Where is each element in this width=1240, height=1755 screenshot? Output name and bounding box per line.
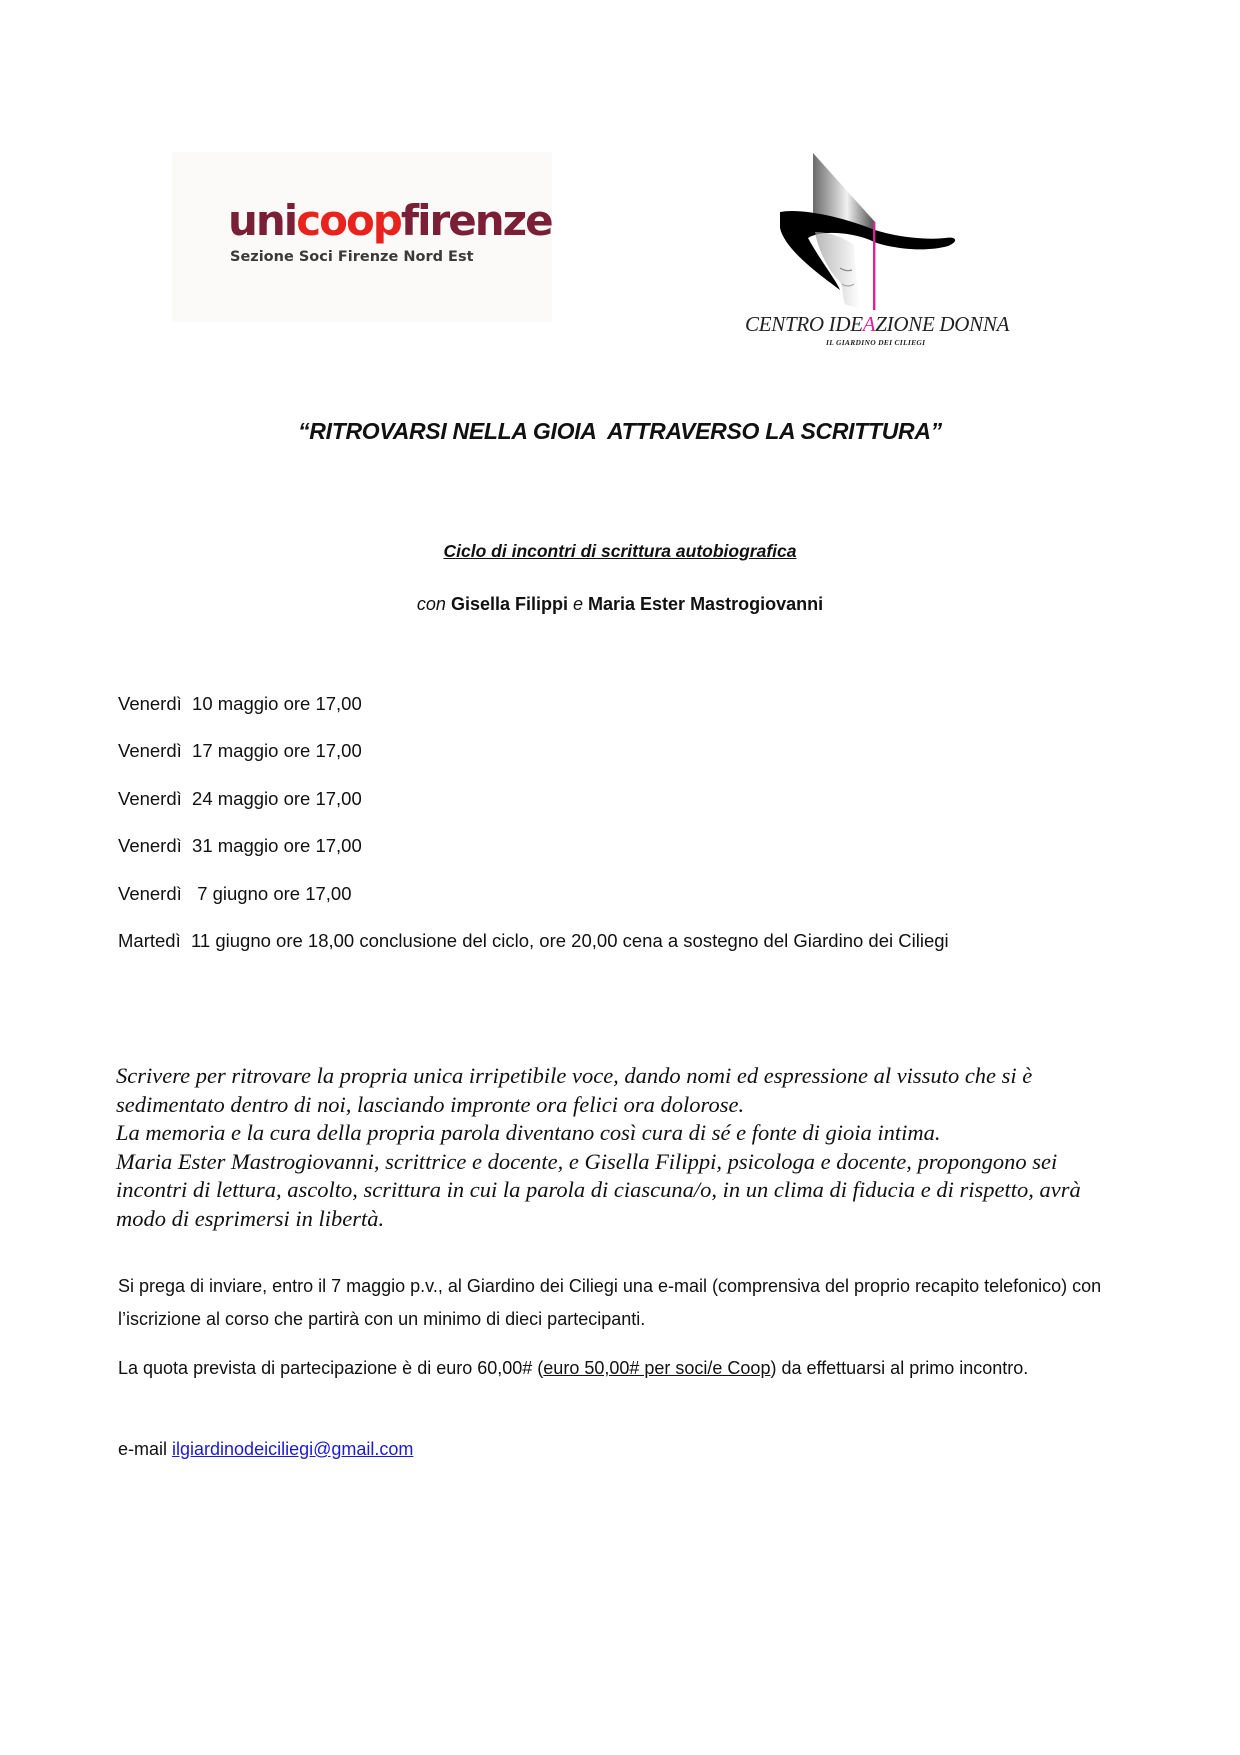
schedule-item: Venerdì 24 maggio ore 17,00 <box>118 788 362 809</box>
fee-text: La quota prevista di partecipazione è di euro 60,00# <box>118 1358 538 1378</box>
fee-paren: ( <box>537 1358 544 1378</box>
email-link[interactable]: ilgiardinodeiciliegi@gmail.com <box>172 1439 414 1459</box>
unicoop-logo-prefix: uni <box>228 196 297 245</box>
unicoop-section-label: Sezione Soci Firenze Nord Est <box>230 249 474 265</box>
course-description <box>116 1062 1128 1233</box>
member-fee: euro 50,00# per soci/e Coop <box>543 1358 771 1378</box>
unicoop-logo-suffix: firenze <box>400 196 552 245</box>
byline-and: e <box>572 594 583 614</box>
page-title: “RITROVARSI NELLA GIOIA ATTRAVERSO LA SCRITTURA” <box>298 418 942 444</box>
byline-con: con <box>416 594 446 614</box>
author-name: Maria Ester Mastrogiovanni <box>588 594 824 614</box>
schedule-item: Venerdì 10 maggio ore 17,00 <box>118 693 362 714</box>
centro-ideazione-donna-title <box>745 312 1009 337</box>
woman-hat-logo-icon <box>780 150 980 315</box>
unicoop-logo <box>228 196 552 245</box>
author-name: Gisella Filippi <box>450 594 568 614</box>
schedule-item: Venerdì 7 giugno ore 17,00 <box>118 883 352 904</box>
schedule-item: Martedì 11 giugno ore 18,00 conclusione del ciclo, ore 20,00 cena a sostegno del Giardino dei Ciliegi <box>118 930 949 951</box>
centro-title-accent: A <box>862 312 876 336</box>
description-paragraph: Maria Ester Mastrogiovanni, scrittrice e docente, e Gisella Filippi, psicologa e docente, propongono sei incontri di lettura, ascolto, scrittura in cui la parola di ciascuna/o, in un clima di fiducia e di rispetto, avrà modo di esprimersi in libertà. <box>116 1148 1081 1231</box>
contact-info <box>118 1433 1128 1466</box>
registration-info: Si prega di inviare, entro il 7 maggio p.v., al Giardino dei Ciliegi una e-mail (comprensiva del proprio recapito telefonico) con l’iscrizione al corso che partirà con un minimo di dieci partecipanti. <box>118 1276 1102 1329</box>
course-subtitle: Ciclo di incontri di scrittura autobiografica <box>443 541 797 561</box>
email-label: e-mail <box>118 1439 173 1459</box>
description-paragraph: Scrivere per ritrovare la propria unica irripetibile voce, dando nomi ed espressione al vissuto che si è sedimentato dentro di noi, lasciando impronte ora felici ora dolorose. <box>116 1063 1033 1117</box>
byline <box>0 594 1240 615</box>
description-paragraph: La memoria e la cura della propria parola diventano così cura di sé e fonte di gioia intima. <box>116 1120 941 1145</box>
schedule-item: Venerdì 31 maggio ore 17,00 <box>118 835 362 856</box>
giardino-dei-ciliegi-subtitle: IL GIARDINO DEI CILIEGI <box>826 338 926 347</box>
centro-title-part: CENTRO IDE <box>745 312 863 336</box>
unicoop-logo-accent: coop <box>296 196 401 245</box>
schedule-item: Venerdì 17 maggio ore 17,00 <box>118 740 362 761</box>
fee-text: ) da effettuarsi al primo incontro. <box>770 1358 1029 1378</box>
fee-info <box>118 1352 1128 1385</box>
centro-title-part: ZIONE DONNA <box>875 312 1010 336</box>
